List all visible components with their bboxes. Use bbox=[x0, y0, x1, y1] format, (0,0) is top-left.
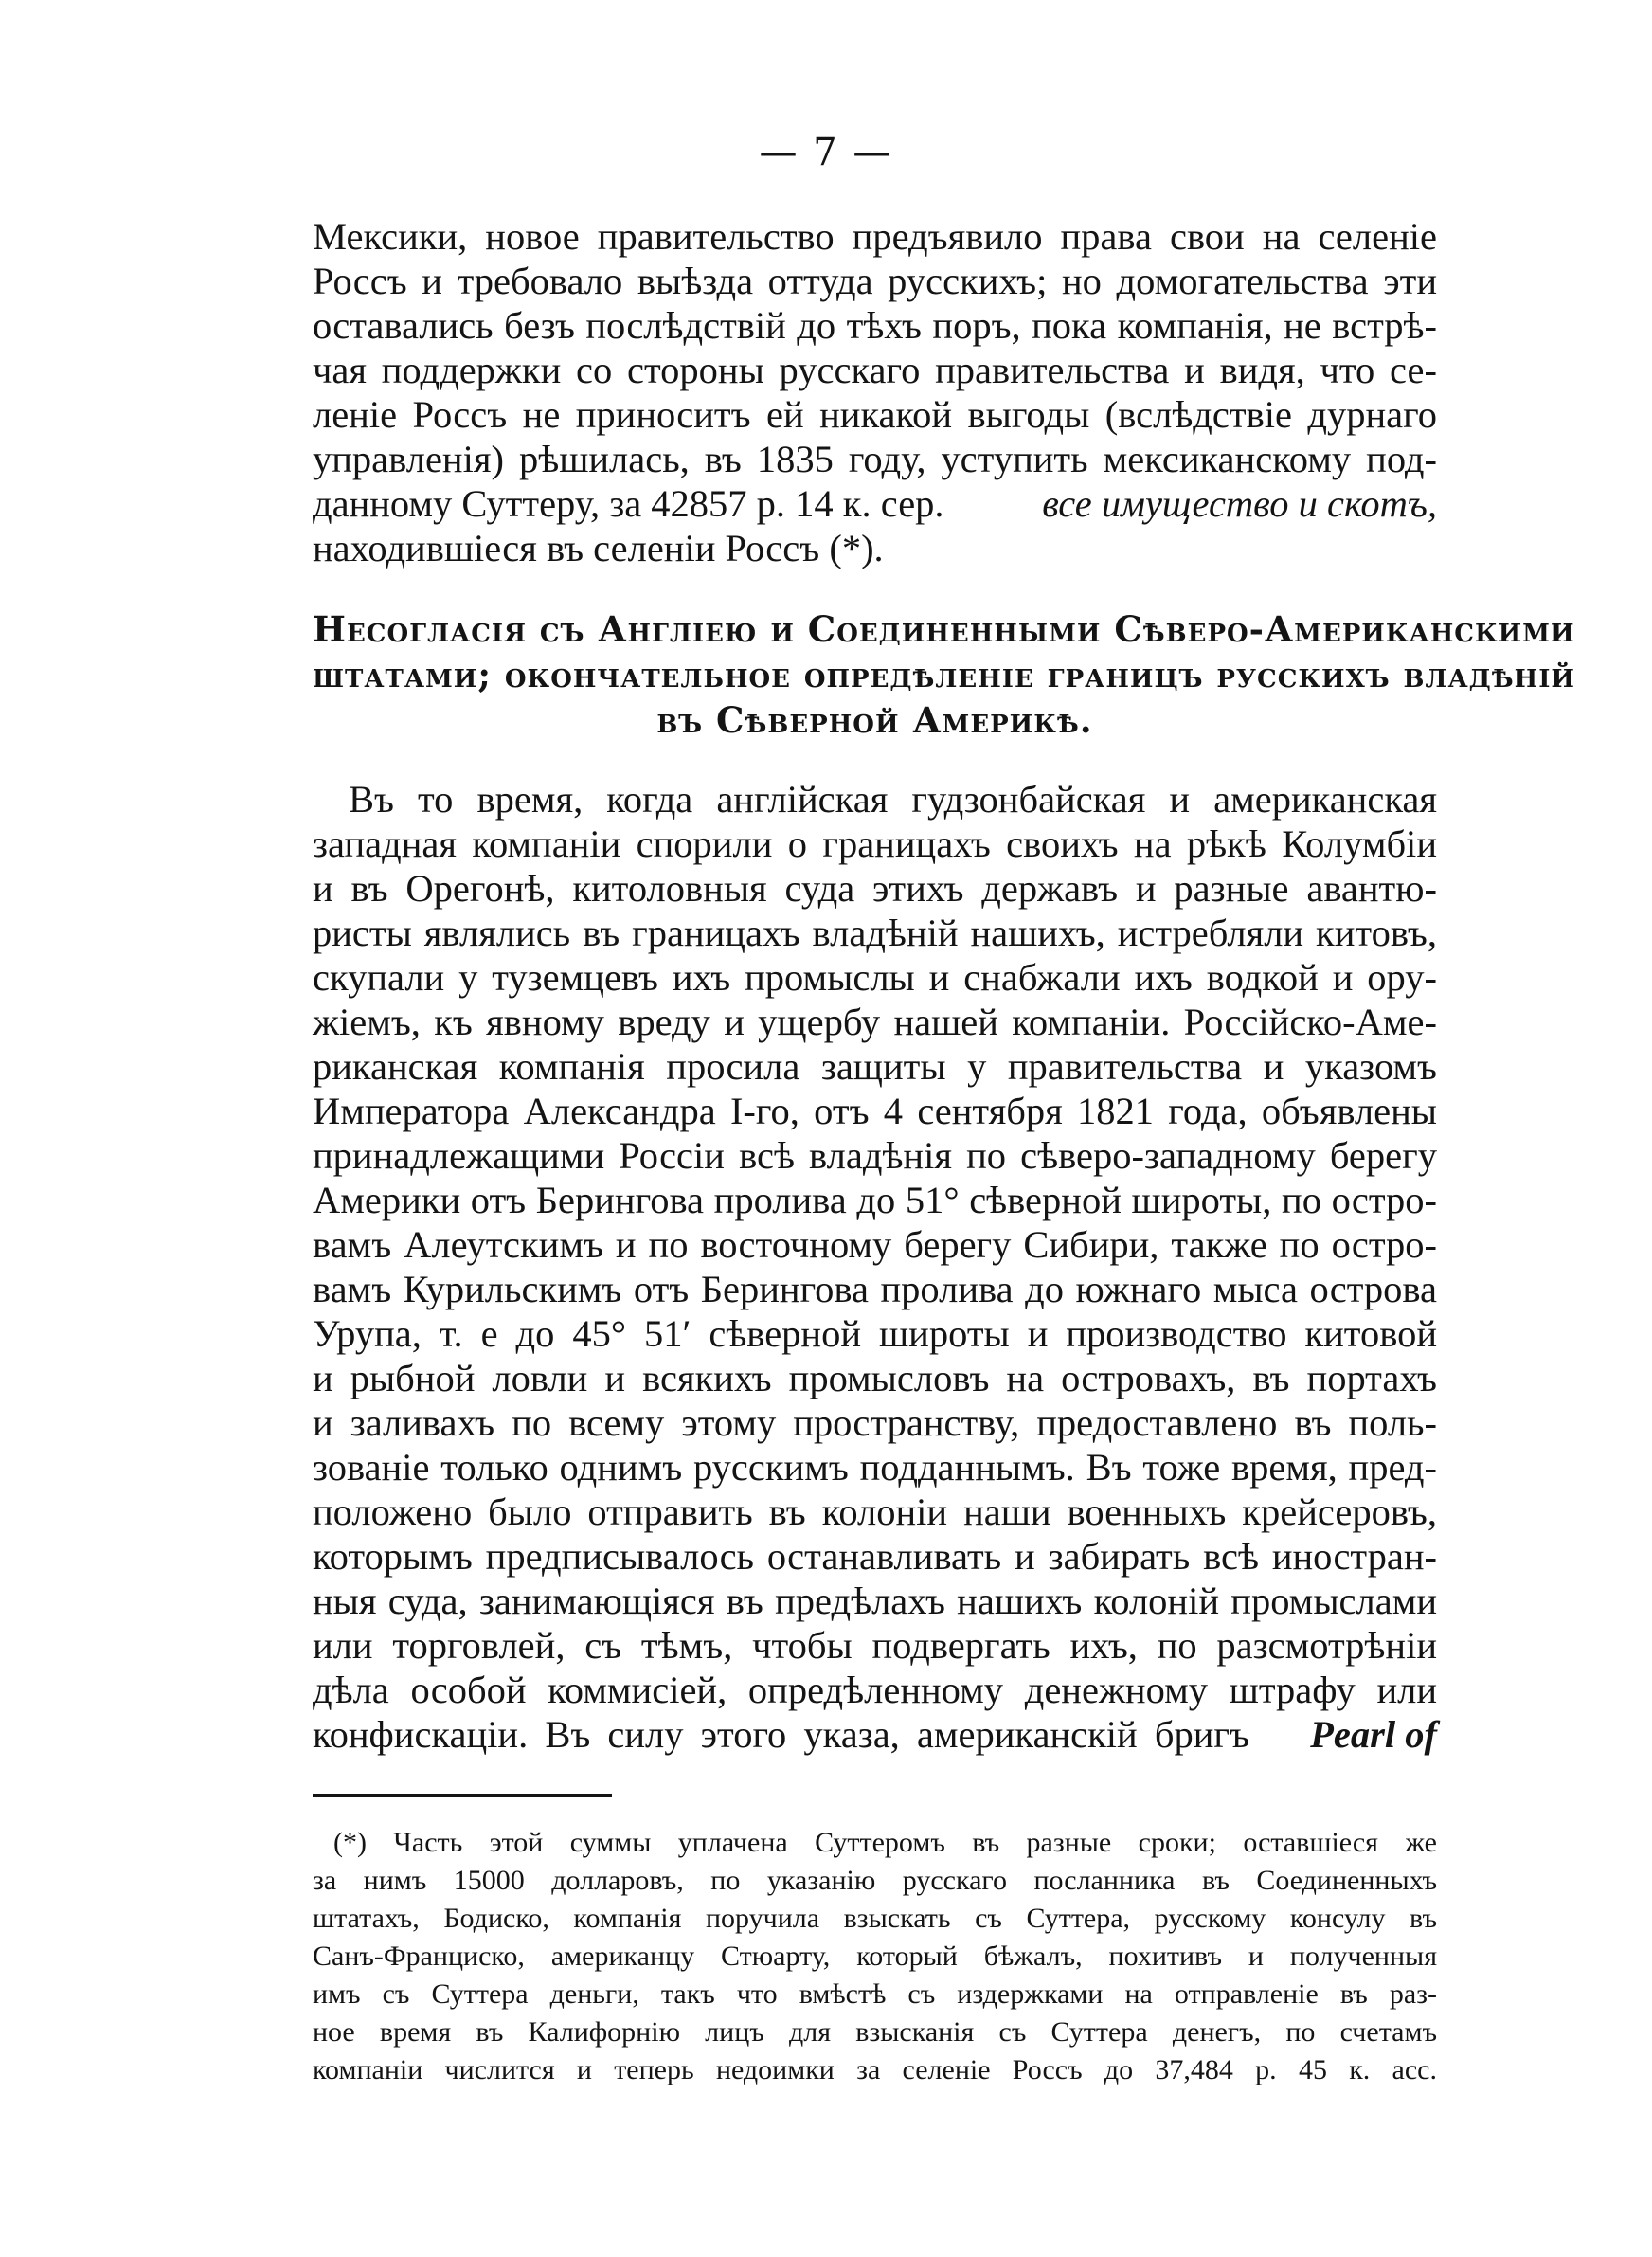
footnote-line: (*) Часть этой суммы уплачена Суттеромъ въ разные сроки; оставшіеся же bbox=[333, 1827, 1437, 1858]
text-line-with-italic bbox=[313, 481, 1437, 526]
text-line: Урупа, т. е до 45° 51′ сѣверной широты и производство китовой bbox=[313, 1312, 1437, 1355]
text-line: Россъ и требовало выѣзда оттуда русскихъ; но домогательства эти bbox=[313, 260, 1437, 302]
text-line: риканская компанія просила защиты у правительства и указомъ bbox=[313, 1045, 1437, 1088]
text-line: ристы являлись въ границахъ владѣній нашихъ, истребляли китовъ, bbox=[313, 912, 1437, 954]
text-line: и рыбной ловли и всякихъ промысловъ на островахъ, въ портахъ bbox=[313, 1357, 1437, 1399]
text-line: ныя суда, занимающіяся въ предѣлахъ нашихъ колоній промыслами bbox=[313, 1580, 1437, 1622]
text-line: Въ то время, когда англійская гудзонбайская и американская bbox=[349, 778, 1437, 821]
text-line-with-italic bbox=[313, 1712, 1437, 1757]
paragraph-2 bbox=[313, 777, 1437, 1757]
footnote-line: ное время въ Калифорнію лицъ для взысканія съ Суттера денегъ, по счетамъ bbox=[313, 2016, 1437, 2048]
text-segment: конфискаціи. Въ силу этого указа, американскій бригъ bbox=[313, 1713, 1249, 1756]
page-number: — 7 — bbox=[759, 131, 893, 174]
text-line: вамъ Алеутскимъ и по восточному берегу Сибири, также по остро- bbox=[313, 1223, 1437, 1266]
text-line: дѣла особой коммисіей, опредѣленному денежному штрафу или bbox=[313, 1669, 1437, 1711]
text-line: или торговлей, съ тѣмъ, чтобы подвергать ихъ, по разсмотрѣніи bbox=[313, 1624, 1437, 1667]
text-line: и въ Орегонѣ, китоловныя суда этихъ державъ и разные авантю- bbox=[313, 867, 1437, 910]
text-line: вамъ Курильскимъ отъ Берингова пролива до южнаго мыса острова bbox=[313, 1268, 1437, 1310]
text-line-last: находившіеся въ селеніи Россъ (*). bbox=[313, 527, 884, 569]
italic-phrase: все имущество и скотъ, bbox=[1042, 482, 1437, 525]
text-line: принадлежащими Россіи всѣ владѣнія по сѣверо-западному берегу bbox=[313, 1134, 1437, 1177]
text-line: управленія) рѣшилась, въ 1835 году, уступить мексиканскому под- bbox=[313, 438, 1437, 480]
text-line: зованіе только однимъ русскимъ подданнымъ. Въ тоже время, пред- bbox=[313, 1446, 1437, 1489]
text-line: положено было отправить въ колоніи наши военныхъ крейсеровъ, bbox=[313, 1490, 1437, 1533]
italic-phrase: Pearl of bbox=[1310, 1713, 1437, 1756]
footnote-divider bbox=[313, 1794, 612, 1797]
footnote-line: Санъ-Франциско, американцу Стюарту, который бѣжалъ, похитивъ и полученныя bbox=[313, 1941, 1437, 1972]
footnote-line: за нимъ 15000 долларовъ, по указанію русскаго посланника въ Соединенныхъ bbox=[313, 1865, 1437, 1896]
footnote-line: компаніи числится и теперь недоимки за селеніе Россъ до 37,484 р. 45 к. асс. bbox=[313, 2054, 1437, 2085]
section-heading bbox=[313, 606, 1575, 743]
text-line: и заливахъ по всему этому пространству, предоставлено въ поль- bbox=[313, 1401, 1437, 1444]
text-line: жіемъ, къ явному вреду и ущербу нашей компаніи. Россійско-Аме- bbox=[313, 1001, 1437, 1043]
footnote-line: имъ съ Суттера деньги, такъ что вмѣстѣ съ издержками на отправленіе въ раз- bbox=[313, 1978, 1437, 2010]
text-line: Мексики, новое правительство предъявило права свои на селеніе bbox=[313, 215, 1437, 258]
paragraph-1 bbox=[313, 214, 1437, 570]
footnote bbox=[313, 1824, 1437, 2089]
footnote-line: штатахъ, Бодиско, компанія поручила взыскать съ Суттера, русскому консулу въ bbox=[313, 1903, 1437, 1934]
text-line: леніе Россъ не приноситъ ей никакой выгоды (вслѣдствіе дурнаго bbox=[313, 393, 1437, 436]
text-segment: данному Суттеру, за 42857 р. 14 к. сер. bbox=[313, 482, 944, 525]
text-line: Императора Александра I-го, отъ 4 сентября 1821 года, объявлены bbox=[313, 1090, 1437, 1132]
heading-line: въ Сѣверной Америкѣ. bbox=[656, 699, 1093, 741]
heading-line: Несогласія съ Англіею и Соединенными Сѣверо-Американскими bbox=[313, 608, 1575, 650]
heading-line: штатами; окончательное опредѣленіе границъ русскихъ владѣній bbox=[313, 654, 1575, 695]
text-line: западная компаніи спорили о границахъ своихъ на рѣкѣ Колумбіи bbox=[313, 822, 1437, 865]
text-line: чая поддержки со стороны русскаго правительства и видя, что се- bbox=[313, 349, 1437, 391]
text-line: которымъ предписывалось останавливать и забирать всѣ иностран- bbox=[313, 1535, 1437, 1578]
text-line: скупали у туземцевъ ихъ промыслы и снабжали ихъ водкой и ору- bbox=[313, 956, 1437, 999]
text-line: оставались безъ послѣдствій до тѣхъ поръ, пока компанія, не встрѣ- bbox=[313, 304, 1437, 347]
text-line: Америки отъ Берингова пролива до 51° сѣверной широты, по остро- bbox=[313, 1179, 1437, 1221]
